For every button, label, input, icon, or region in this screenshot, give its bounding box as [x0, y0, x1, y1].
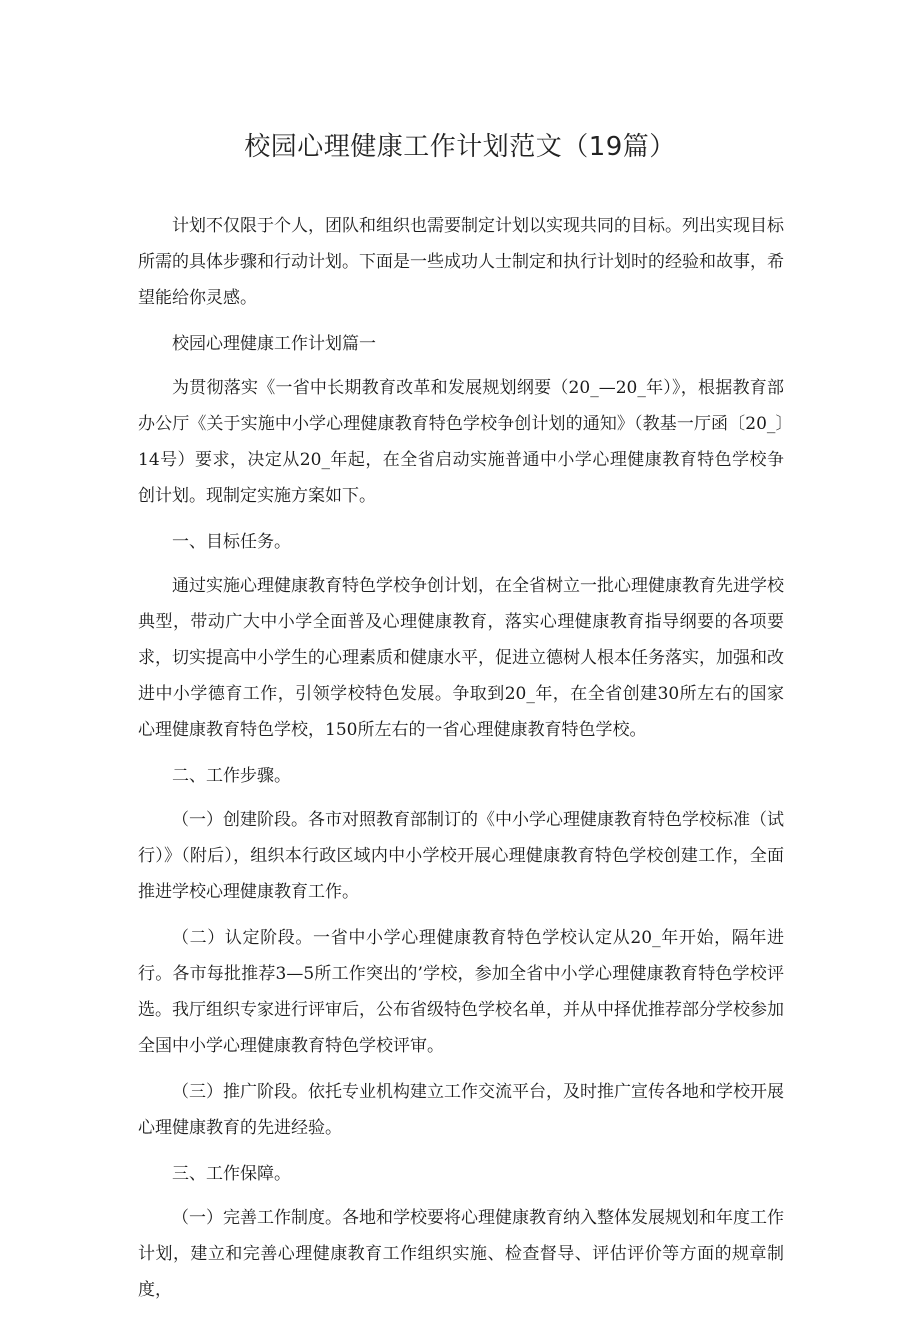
- plan-intro-paragraph: 为贯彻落实《一省中长期教育改革和发展规划纲要（20_—20_年）》，根据教育部办公厅《关于实施中小学心理健康教育特色学校争创计划的通知》（教基一厅函〔20_〕14号）要求，决定从20_年起，在全省启动实施普通中小学心理健康教育特色学校争创计划。现制定实施方案如下。: [138, 378, 784, 506]
- guarantee-system-paragraph: （一）完善工作制度。各地和学校要将心理健康教育纳入整体发展规划和年度工作计划，建立和完善心理健康教育工作组织实施、检查督导、评估评价等方面的规章制度，: [138, 1208, 784, 1300]
- heading-steps: 二、工作步骤。: [172, 766, 291, 786]
- step-recognition-paragraph: （二）认定阶段。一省中小学心理健康教育特色学校认定从20_年开始，隔年进行。各市每批推荐3—5所工作突出的’学校，参加全省中小学心理健康教育特色学校评选。我厅组织专家进行评审后，公布省级特色学校名单，并从中择优推荐部分学校参加全国中小学心理健康教育特色学校评审。: [138, 928, 784, 1056]
- step-creation-paragraph: （一）创建阶段。各市对照教育部制订的《中小学心理健康教育特色学校标准（试行）》（附后），组织本行政区域内中小学校开展心理健康教育特色学校创建工作，全面推进学校心理健康教育工作。: [138, 810, 784, 902]
- step-promotion-paragraph: （三）推广阶段。依托专业机构建立工作交流平台，及时推广宣传各地和学校开展心理健康教育的先进经验。: [138, 1082, 784, 1138]
- intro-paragraph: 计划不仅限于个人，团队和组织也需要制定计划以实现共同的目标。列出实现目标所需的具体步骤和行动计划。下面是一些成功人士制定和执行计划时的经验和故事，希望能给你灵感。: [138, 216, 784, 308]
- goals-paragraph: 通过实施心理健康教育特色学校争创计划，在全省树立一批心理健康教育先进学校典型，带动广大中小学全面普及心理健康教育，落实心理健康教育指导纲要的各项要求，切实提高中小学生的心理素质和健康水平，促进立德树人根本任务落实，加强和改进中小学德育工作，引领学校特色发展。争取到20_年，在全省创建30所左右的国家心理健康教育特色学校，150所左右的一省心理健康教育特色学校。: [138, 576, 784, 740]
- heading-goals: 一、目标任务。: [172, 532, 291, 552]
- heading-guarantees: 三、工作保障。: [172, 1164, 291, 1184]
- document-title: 校园心理健康工作计划范文（19篇）: [244, 132, 676, 162]
- document-body: [138, 208, 784, 1318]
- section-heading-plan-one: 校园心理健康工作计划篇一: [172, 334, 376, 354]
